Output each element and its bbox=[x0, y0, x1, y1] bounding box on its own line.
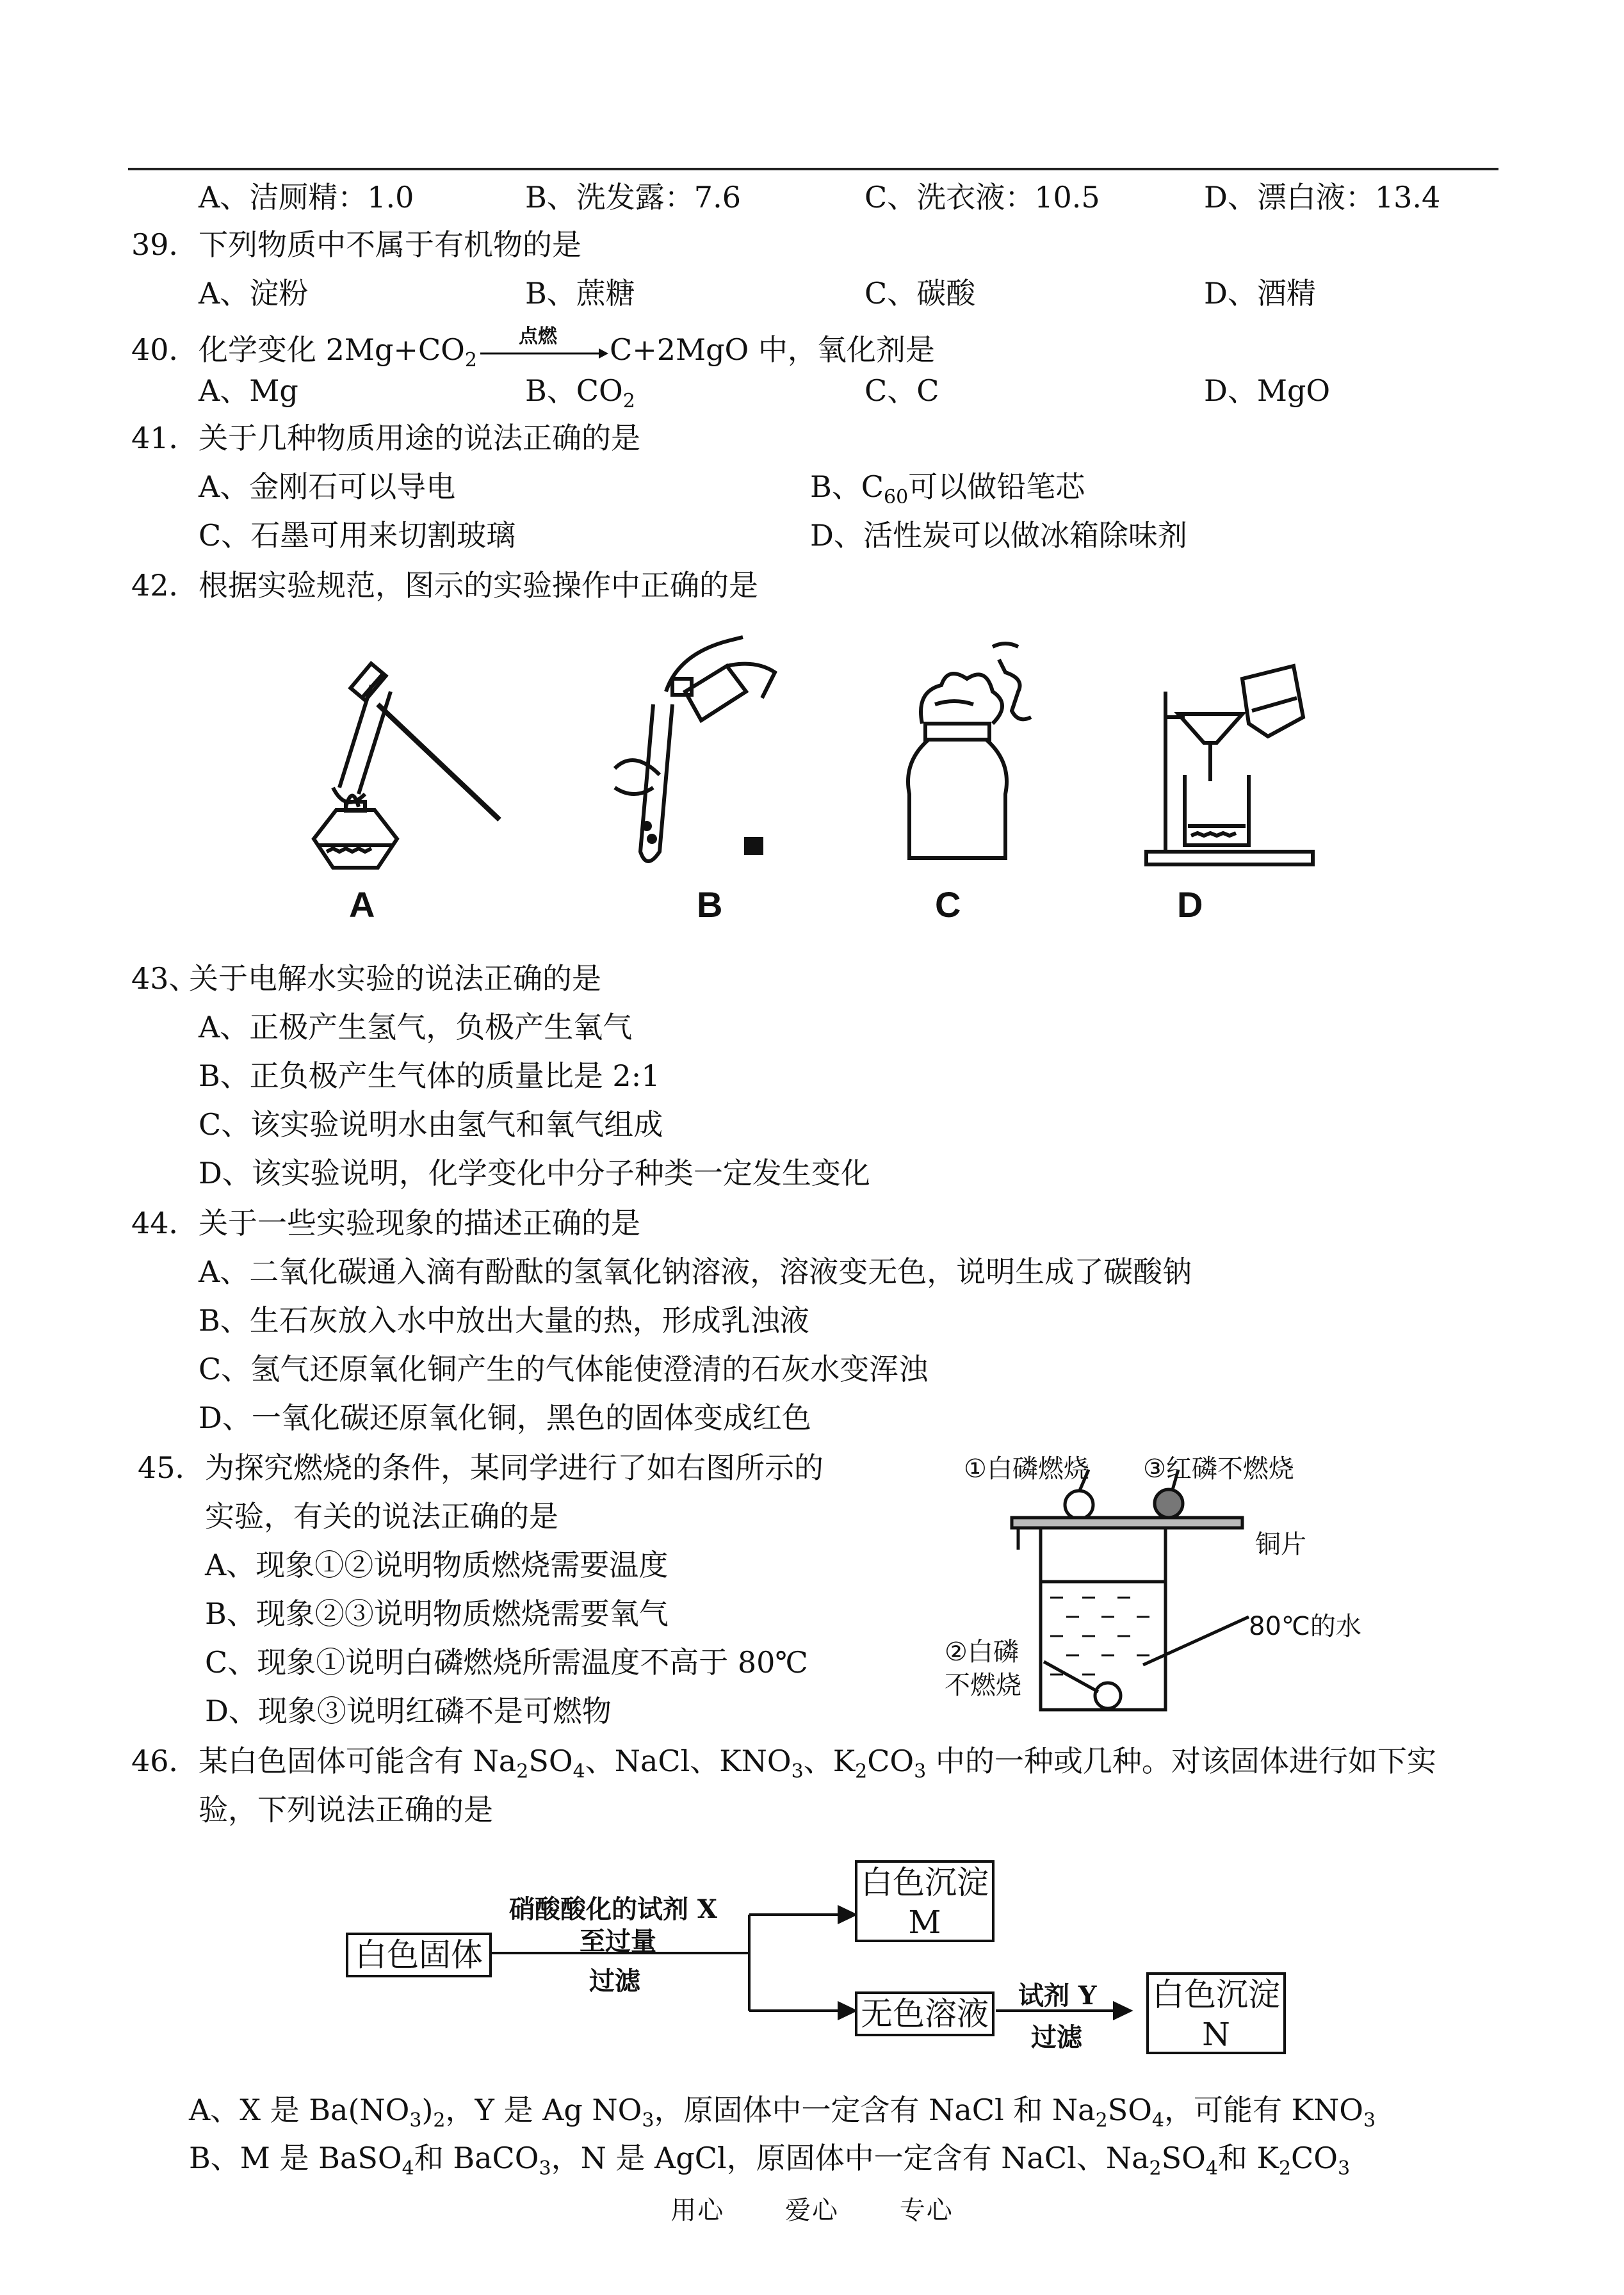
q45-fig-label-water: 80℃的水 bbox=[1249, 1612, 1361, 1641]
q46-flow-reagent-x-line1: 硝酸酸化的试剂 X bbox=[509, 1894, 717, 1924]
footer-item-3: 专心 bbox=[899, 2196, 954, 2225]
q45-fig-label-2a: ②白磷 bbox=[945, 1637, 1019, 1667]
q39-option-a[interactable]: A、淀粉 bbox=[199, 276, 309, 311]
q45-figure-beaker bbox=[1005, 1454, 1262, 1735]
q40-option-c[interactable]: C、C bbox=[865, 373, 939, 408]
q45-fig-label-1: ①白磷燃烧 bbox=[964, 1454, 1089, 1484]
page-footer bbox=[0, 2190, 1624, 2226]
q42-figure-c-smelling bbox=[890, 628, 1050, 871]
q43-number: 43、 bbox=[131, 961, 199, 996]
q46-flow-reagent-y: 试剂 Y bbox=[1018, 1981, 1097, 2011]
q43-option-d[interactable]: D、该实验说明，化学变化中分子种类一定发生变化 bbox=[199, 1156, 870, 1190]
q41-number: 41． bbox=[131, 421, 199, 455]
q46-flow-solution-box: 无色溶液 bbox=[855, 1991, 995, 2036]
q42-label-c: C bbox=[935, 884, 961, 925]
q44-number: 44． bbox=[131, 1206, 199, 1240]
q40-arrow-label: 点燃 bbox=[519, 325, 557, 348]
q39-stem: 下列物质中不属于有机物的是 bbox=[199, 227, 581, 262]
q46-flow-reagent-x-line2: 至过量 bbox=[580, 1926, 656, 1956]
q40-option-d[interactable]: D、MgO bbox=[1204, 373, 1331, 408]
q44-option-a[interactable]: A、二氧化碳通入滴有酚酞的氢氧化钠溶液，溶液变无色，说明生成了碳酸钠 bbox=[199, 1254, 1192, 1289]
q38-option-a[interactable]: A、洁厕精：1.0 bbox=[199, 180, 414, 215]
q38-option-b[interactable]: B、洗发露：7.6 bbox=[525, 180, 741, 215]
q40-option-b[interactable]: B、$CO_2$ bbox=[525, 373, 635, 412]
q41-option-a[interactable]: A、金刚石可以导电 bbox=[199, 469, 456, 504]
q42-figure-b-adding-solid bbox=[608, 634, 813, 877]
q40-number: 40． bbox=[131, 332, 199, 367]
q42-label-a: A bbox=[349, 884, 375, 925]
q46-option-b[interactable]: B、M 是 BaSO$_4$和 BaCO$_3$，N 是 AgCl，原固体中一定含有 NaCl、$Na_2SO_4$和 $K_2CO_3$ bbox=[189, 2141, 1351, 2180]
q46-flow-precipitate-m-box bbox=[855, 1860, 995, 1942]
q46-flow-filter-1: 过滤 bbox=[589, 1966, 640, 1996]
q46-flow-precipitate-n-line2: N bbox=[1202, 2016, 1230, 2053]
q46-stem-line2: 验，下列说法正确的是 bbox=[199, 1792, 493, 1827]
q41-stem: 关于几种物质用途的说法正确的是 bbox=[199, 421, 640, 455]
q45-option-d[interactable]: D、现象③说明红磷不是可燃物 bbox=[205, 1694, 612, 1728]
q42-figure-d-filtering bbox=[1140, 653, 1326, 871]
q39-option-d[interactable]: D、酒精 bbox=[1204, 276, 1316, 311]
q38-option-c[interactable]: C、洗衣液：10.5 bbox=[865, 180, 1100, 215]
q46-flow-start-box: 白色固体 bbox=[346, 1933, 492, 1977]
q44-option-b[interactable]: B、生石灰放入水中放出大量的热，形成乳浊液 bbox=[199, 1303, 809, 1338]
q40-stem-post: C+2MgO 中，氧化剂是 bbox=[610, 332, 935, 367]
q38-option-d[interactable]: D、漂白液：13.4 bbox=[1204, 180, 1441, 215]
q46-flow-precipitate-n-line1: 白色沉淀 bbox=[1152, 1976, 1280, 2013]
q46-flow-precipitate-m-line1: 白色沉淀 bbox=[861, 1864, 989, 1901]
q42-number: 42． bbox=[131, 568, 199, 603]
q46-flow-precipitate-m-line2: M bbox=[908, 1904, 941, 1941]
q45-option-b[interactable]: B、现象②③说明物质燃烧需要氧气 bbox=[205, 1596, 669, 1631]
q41-option-b[interactable]: B、$C_{60}$可以做铅笔芯 bbox=[810, 469, 1085, 508]
footer-item-1: 用心 bbox=[670, 2196, 725, 2225]
q45-fig-label-3: ③红磷不燃烧 bbox=[1143, 1454, 1294, 1484]
q44-option-d[interactable]: D、一氧化碳还原氧化铜，黑色的固体变成红色 bbox=[199, 1400, 811, 1435]
header-rule bbox=[128, 168, 1498, 170]
q40-option-a[interactable]: A、Mg bbox=[199, 373, 298, 408]
q45-option-a[interactable]: A、现象①②说明物质燃烧需要温度 bbox=[205, 1548, 669, 1582]
q46-number: 46． bbox=[131, 1744, 199, 1778]
q39-option-c[interactable]: C、碳酸 bbox=[865, 276, 976, 311]
q44-option-c[interactable]: C、氢气还原氧化铜产生的气体能使澄清的石灰水变浑浊 bbox=[199, 1352, 929, 1386]
q39-option-b[interactable]: B、蔗糖 bbox=[525, 276, 635, 311]
q43-option-a[interactable]: A、正极产生氢气，负极产生氧气 bbox=[199, 1010, 633, 1044]
q45-fig-label-copper: 铜片 bbox=[1255, 1530, 1306, 1559]
q45-stem-line2: 实验，有关的说法正确的是 bbox=[205, 1499, 558, 1534]
q41-option-c[interactable]: C、石墨可用来切割玻璃 bbox=[199, 518, 516, 553]
q39-number: 39． bbox=[131, 227, 199, 262]
q43-option-b[interactable]: B、正负极产生气体的质量比是 2:1 bbox=[199, 1058, 660, 1093]
q41-option-d[interactable]: D、活性炭可以做冰箱除味剂 bbox=[810, 518, 1187, 553]
q40-stem-pre: 化学变化 $2Mg+CO_2$ bbox=[199, 332, 477, 371]
q42-label-b: B bbox=[697, 884, 723, 925]
q45-stem-line1: 为探究燃烧的条件，某同学进行了如右图所示的 bbox=[205, 1450, 824, 1485]
q42-label-d: D bbox=[1177, 884, 1203, 925]
q42-stem: 根据实验规范，图示的实验操作中正确的是 bbox=[199, 568, 758, 603]
footer-item-2: 爱心 bbox=[785, 2196, 839, 2225]
q45-number: 45． bbox=[138, 1450, 205, 1485]
q45-fig-label-2b: 不燃烧 bbox=[945, 1671, 1021, 1700]
q46-flow-filter-2: 过滤 bbox=[1031, 2022, 1082, 2052]
q45-option-c[interactable]: C、现象①说明白磷燃烧所需温度不高于 80℃ bbox=[205, 1645, 808, 1680]
q44-stem: 关于一些实验现象的描述正确的是 bbox=[199, 1206, 640, 1240]
q46-stem-line1: 某白色固体可能含有 $Na_2SO_4$、NaCl、$KNO_3$、$K_2CO_3$ 中的一种或几种。对该固体进行如下实 bbox=[199, 1744, 1436, 1783]
q46-option-a[interactable]: A、X 是 $Ba(NO_3)_2$，Y 是 Ag $NO_3$，原固体中一定含有 NaCl 和 $Na_2SO_4$，可能有 $KNO_3$ bbox=[189, 2093, 1376, 2132]
q43-option-c[interactable]: C、该实验说明水由氢气和氧气组成 bbox=[199, 1107, 663, 1142]
q46-flow-precipitate-n-box bbox=[1146, 1972, 1286, 2054]
q43-stem: 关于电解水实验的说法正确的是 bbox=[189, 961, 601, 996]
q40-reaction-arrow bbox=[480, 346, 608, 365]
q42-figure-a-heating bbox=[307, 660, 512, 877]
